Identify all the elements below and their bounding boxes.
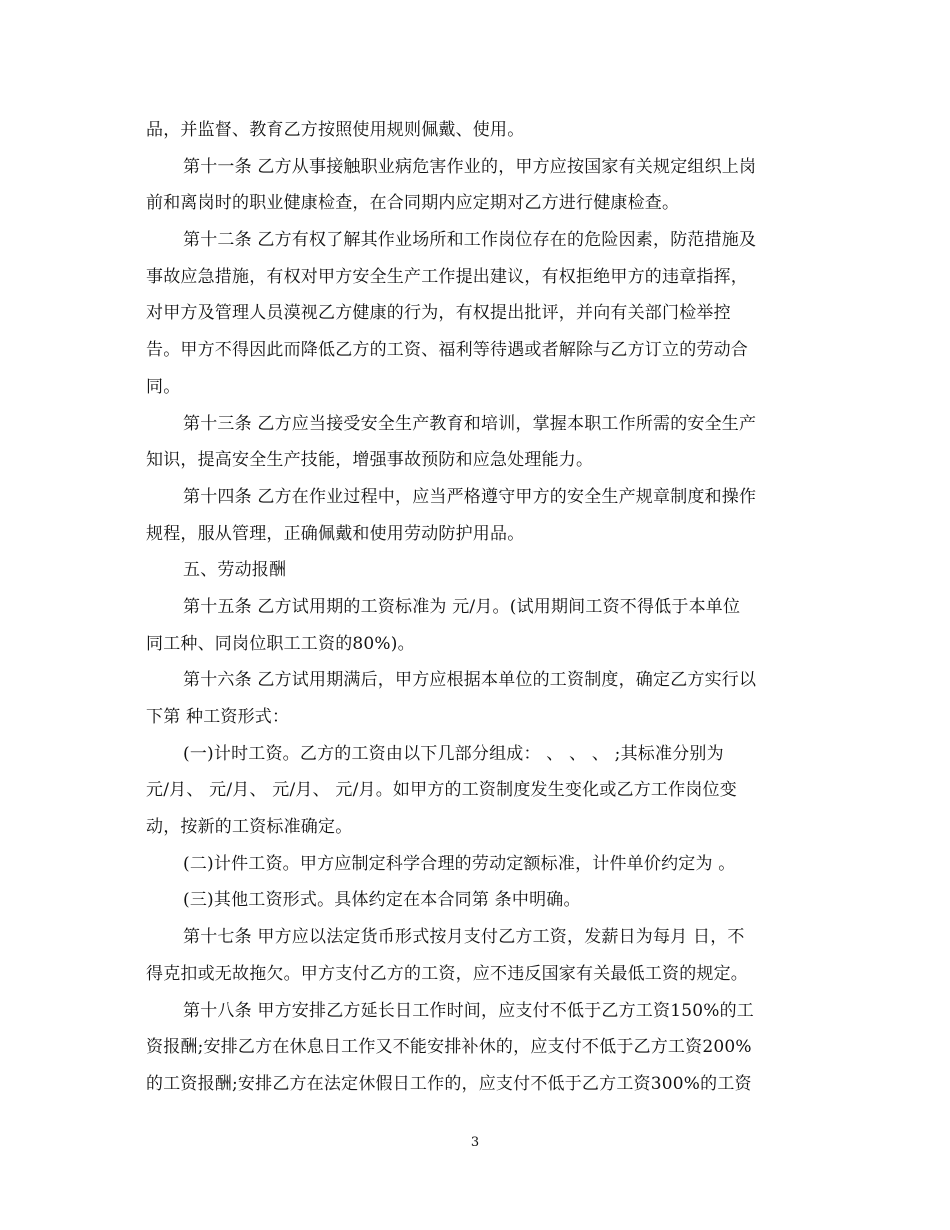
document-body (146, 112, 806, 1103)
section-heading: 五、劳动报酬 (183, 560, 287, 581)
page-number: 3 (470, 1135, 480, 1150)
text-line: 第十三条 乙方应当接受安全生产教育和培训，掌握本职工作所需的安全生产 (183, 413, 757, 434)
text-line: 资报酬;安排乙方在休息日工作又不能安排补休的，应支付不低于乙方工资200% (146, 1037, 752, 1058)
text-line: 事故应急措施，有权对甲方安全生产工作提出建议，有权拒绝甲方的违章指挥， (146, 266, 748, 287)
text-line: 品，并监督、教育乙方按照使用规则佩戴、使用。 (146, 120, 525, 140)
text-line: 同工种、同岗位职工工资的80%)。 (146, 633, 415, 654)
text-line: 下第 种工资形式： (146, 707, 290, 727)
text-line: 同。 (146, 376, 181, 397)
text-line: 第十八条 甲方安排乙方延长日工作时间，应支付不低于乙方工资150%的工 (183, 1000, 755, 1021)
text-line: 第十一条 乙方从事接触职业病危害作业的，甲方应按国家有关规定组织上岗 (183, 156, 757, 177)
text-line: 第十五条 乙方试用期的工资标准为 元/月。(试用期间工资不得低于本单位 (183, 596, 741, 617)
text-line: 告。甲方不得因此而降低乙方的工资、福利等待遇或者解除与乙方订立的劳动合 (146, 340, 748, 361)
text-line: 第十六条 乙方试用期满后，甲方应根据本单位的工资制度，确定乙方实行以 (183, 670, 757, 691)
text-line: 对甲方及管理人员漠视乙方健康的行为，有权提出批评，并向有关部门检举控 (146, 303, 731, 324)
text-line: 的工资报酬;安排乙方在法定休假日工作的，应支付不低于乙方工资300%的工资 (146, 1073, 752, 1094)
text-line: (二)计件工资。甲方应制定科学合理的劳动定额标准，计件单价约定为 。 (183, 853, 736, 874)
text-line: 得克扣或无故拖欠。甲方支付乙方的工资，应不违反国家有关最低工资的规定。 (146, 963, 748, 984)
text-line: 第十七条 甲方应以法定货币形式按月支付乙方工资，发薪日为每月 日，不 (183, 927, 745, 948)
text-line: 动，按新的工资标准确定。 (146, 817, 353, 838)
text-line: 元/月、 元/月、 元/月、 元/月。如甲方的工资制度发生变化或乙方工作岗位变 (146, 780, 737, 801)
text-line: (一)计时工资。乙方的工资由以下几部分组成： 、 、 、 ;其标准分别为 (183, 743, 724, 764)
text-line: 规程，服从管理，正确佩戴和使用劳动防护用品。 (146, 523, 525, 544)
text-line: 第十四条 乙方在作业过程中，应当严格遵守甲方的安全生产规章制度和操作 (183, 486, 757, 507)
text-line: 知识，提高安全生产技能，增强事故预防和应急处理能力。 (146, 450, 594, 471)
text-line: 第十二条 乙方有权了解其作业场所和工作岗位存在的危险因素，防范措施及 (183, 230, 757, 251)
text-line: (三)其他工资形式。具体约定在本合同第 条中明确。 (183, 890, 581, 911)
text-line: 前和离岗时的职业健康检查，在合同期内应定期对乙方进行健康检查。 (146, 193, 680, 214)
